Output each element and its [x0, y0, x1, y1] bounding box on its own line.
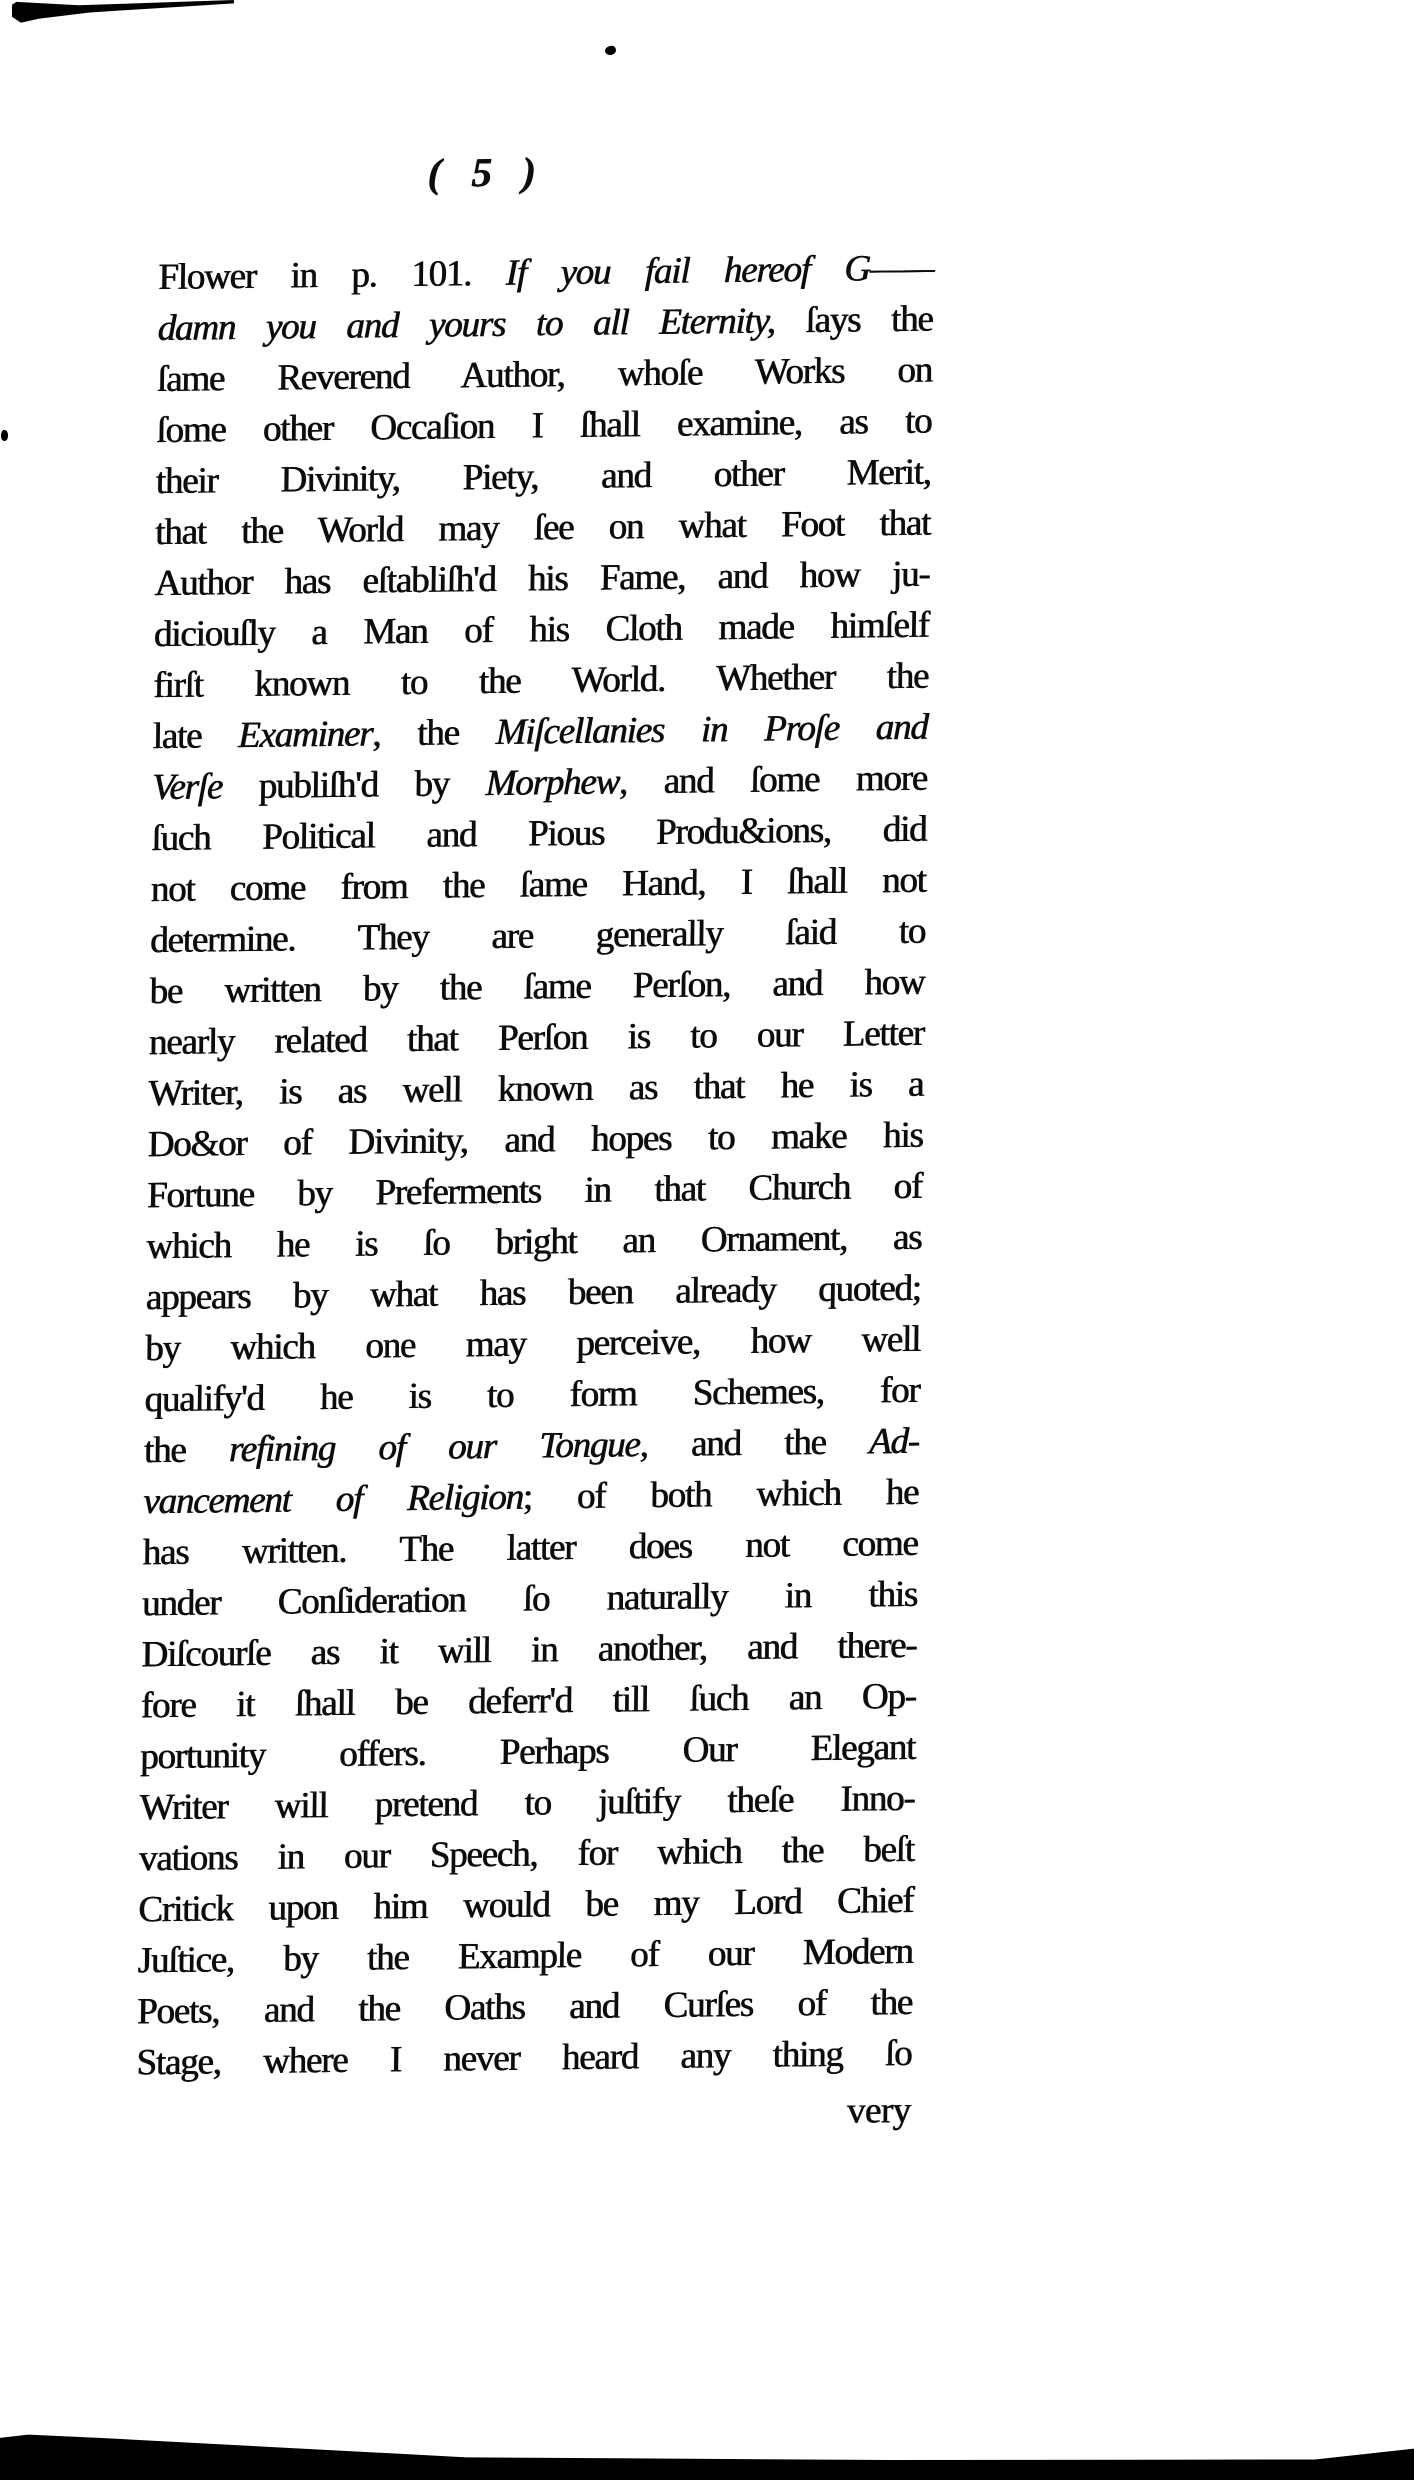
scan-artifact-ink-dot-top — [604, 45, 617, 57]
text-segment: nearly related that Perſon is to our Letter — [148, 1012, 925, 1064]
text-segment: ſome other Occaſion I ſhall examine, as to — [156, 400, 932, 452]
text-segment: Critick upon him would be my Lord Chief — [138, 1879, 914, 1931]
text-line — [149, 957, 925, 1017]
text-segment: Fortune by Preferments in that Church of — [146, 1165, 923, 1217]
text-segment: ; of both which he — [522, 1471, 919, 1518]
text-segment: Writer will pretend to juſtify theſe Inno- — [139, 1777, 915, 1829]
text-segment: diciouſly a Man of his Cloth made himſelf — [153, 604, 930, 656]
text-line — [139, 1824, 915, 1884]
text-segment: damn you and yours to all Eternity, — [157, 300, 776, 350]
text-line — [148, 1059, 924, 1119]
text-segment: not come from the ſame Hand, I ſhall not — [150, 859, 927, 911]
catchword: very — [846, 2089, 912, 2132]
body-text — [136, 243, 933, 2089]
text-block — [136, 141, 935, 2146]
text-segment: portunity offers. Perhaps Our Elegant — [140, 1726, 916, 1778]
page-number-header: ( 5 ) — [427, 148, 547, 196]
text-line — [146, 1212, 922, 1272]
text-segment: by which one may perceive, how well — [145, 1318, 921, 1370]
text-segment: Author has eſtabliſh'd his Fame, and how ju- — [154, 553, 930, 605]
text-segment: ſame Reverend Author, whoſe Works on — [156, 349, 933, 401]
text-segment: , the — [372, 711, 497, 755]
text-line — [138, 1926, 914, 1986]
text-line — [154, 549, 930, 609]
text-segment: under Conſideration ſo naturally in this — [141, 1573, 918, 1625]
text-line — [158, 294, 934, 354]
text-line — [157, 345, 933, 405]
text-segment: Do&or of Divinity, and hopes to make his — [147, 1114, 924, 1166]
text-segment: late — [152, 715, 239, 758]
text-line — [156, 396, 932, 456]
text-segment: Stage, where I never heard any thing ſo — [136, 2032, 912, 2084]
text-segment: Miſcellanies in Proſe and — [495, 706, 929, 753]
text-segment: Poets, and the Oaths and Curſes of the — [137, 1981, 913, 2033]
text-line — [141, 1620, 917, 1680]
text-line — [158, 243, 934, 303]
text-segment: Juſtice, by the Example of our Modern — [137, 1930, 914, 1982]
text-segment: Flower in p. 101. — [158, 252, 507, 299]
text-line — [143, 1467, 919, 1527]
text-line — [151, 855, 927, 915]
text-line — [142, 1569, 918, 1629]
text-segment: , and ſome more — [618, 757, 928, 803]
text-segment: Examiner — [237, 713, 373, 757]
scan-artifact-top-left-wedge — [12, 0, 234, 24]
text-segment: refining of our Tongue, — [228, 1424, 649, 1471]
text-segment: has written. The latter does not come — [142, 1522, 919, 1574]
text-segment: ſuch Political and Pious Produ&ions, did — [151, 808, 927, 860]
text-line — [146, 1263, 922, 1323]
text-line — [144, 1365, 920, 1425]
text-segment: and the — [647, 1421, 870, 1466]
text-segment: the — [143, 1429, 230, 1472]
scan-artifact-ink-dot-left-margin — [1, 430, 8, 441]
text-segment: Verſe — [151, 766, 223, 809]
text-line — [150, 906, 926, 966]
text-segment: firſt known to the World. Whether the — [153, 655, 929, 707]
text-line — [136, 2028, 912, 2088]
text-line — [138, 1875, 914, 1935]
text-line — [148, 1110, 924, 1170]
text-line — [143, 1518, 919, 1578]
text-line — [155, 498, 931, 558]
text-segment: be written by the ſame Perſon, and how — [149, 961, 925, 1013]
text-line — [151, 804, 927, 864]
text-segment: vations in our Speech, for which the beſt — [138, 1828, 915, 1880]
text-line — [153, 702, 929, 762]
text-segment: Ad- — [868, 1420, 920, 1463]
text-segment: publiſh'd by — [221, 763, 486, 808]
text-segment: which he is ſo bright an Ornament, as — [146, 1216, 922, 1268]
text-segment: fore it ſhall be deferr'd till ſuch an Op- — [140, 1675, 917, 1727]
text-line — [153, 651, 929, 711]
text-segment: that the World may ſee on what Foot that — [155, 502, 931, 554]
text-line — [156, 447, 932, 507]
text-segment: Diſcourſe as it will in another, and there- — [141, 1624, 917, 1676]
text-segment: determine. They are generally ſaid to — [150, 910, 926, 962]
text-segment: Writer, is as well known as that he is a — [148, 1063, 924, 1115]
text-segment: ſays the — [774, 298, 934, 342]
text-segment: Morphew — [485, 761, 620, 805]
text-segment: appears by what has been already quoted; — [145, 1267, 922, 1319]
text-line — [154, 600, 930, 660]
text-line — [140, 1722, 916, 1782]
text-line — [144, 1416, 920, 1476]
text-segment: their Divinity, Piety, and other Merit, — [155, 451, 932, 503]
text-line — [147, 1161, 923, 1221]
text-segment: vancement of Religion — [143, 1476, 524, 1523]
text-line — [145, 1314, 921, 1374]
text-line — [149, 1008, 925, 1068]
scan-artifact-bottom-edge — [0, 2426, 1414, 2480]
text-segment: qualify'd he is to form Schemes, for — [144, 1369, 920, 1421]
text-line — [137, 1977, 913, 2037]
text-line — [141, 1671, 917, 1731]
text-line — [152, 753, 928, 813]
text-segment: If you fail hereof G—— — [505, 247, 934, 294]
text-line — [139, 1773, 915, 1833]
